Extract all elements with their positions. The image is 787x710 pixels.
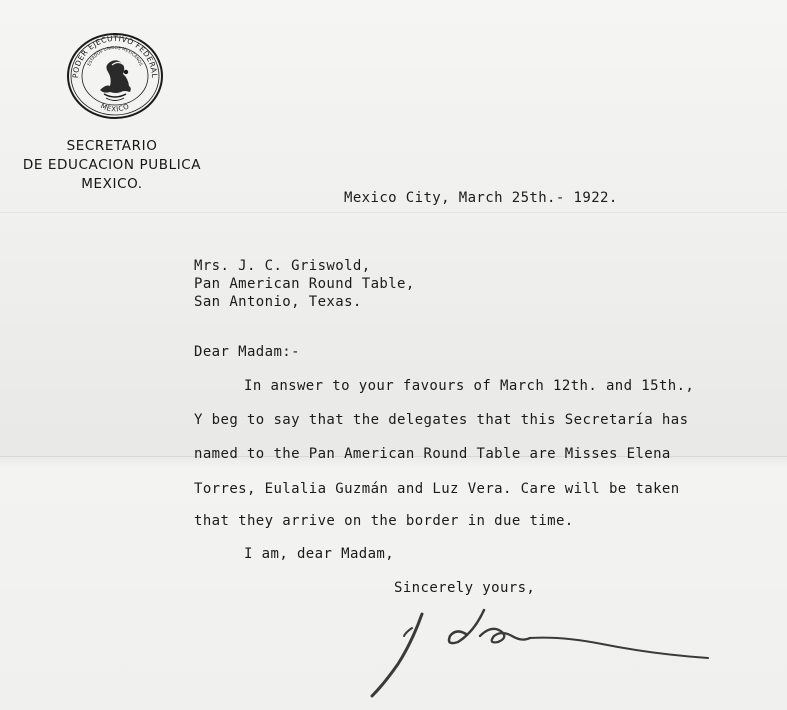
svg-text:PODER EJECUTIVO FEDERAL: PODER EJECUTIVO FEDERAL	[70, 33, 160, 79]
handwritten-signature-icon	[362, 592, 722, 702]
valediction: Sincerely yours,	[394, 580, 536, 596]
mexican-seal-icon	[66, 32, 164, 120]
body-line: Torres, Eulalia Guzmán and Luz Vera. Care will be taken	[194, 481, 680, 497]
letterhead-department: DE EDUCACION PUBLICA	[22, 157, 202, 173]
body-line: In answer to your favours of March 12th. and 15th.,	[244, 378, 695, 394]
recipient-organization: Pan American Round Table,	[194, 276, 415, 292]
body-line: named to the Pan American Round Table are Misses Elena	[194, 446, 671, 462]
letterhead-block	[22, 137, 202, 194]
svg-text:MEXICO: MEXICO	[99, 102, 131, 114]
closing-line: I am, dear Madam,	[244, 546, 395, 562]
date-line: Mexico City, March 25th.- 1922.	[344, 190, 618, 206]
body-line: Y beg to say that the delegates that this Secretaría has	[194, 412, 689, 428]
body-line: that they arrive on the border in due time.	[194, 513, 574, 529]
salutation: Dear Madam:-	[194, 344, 300, 360]
paper-fold-line	[0, 212, 787, 213]
recipient-name: Mrs. J. C. Griswold,	[194, 258, 371, 274]
letterhead-country: MEXICO.	[81, 176, 143, 192]
letterhead-title: SECRETARIO	[66, 138, 158, 154]
recipient-address: San Antonio, Texas.	[194, 294, 362, 310]
svg-text:ESTADOS UNIDOS MEXICANOS: ESTADOS UNIDOS MEXICANOS	[86, 44, 144, 67]
